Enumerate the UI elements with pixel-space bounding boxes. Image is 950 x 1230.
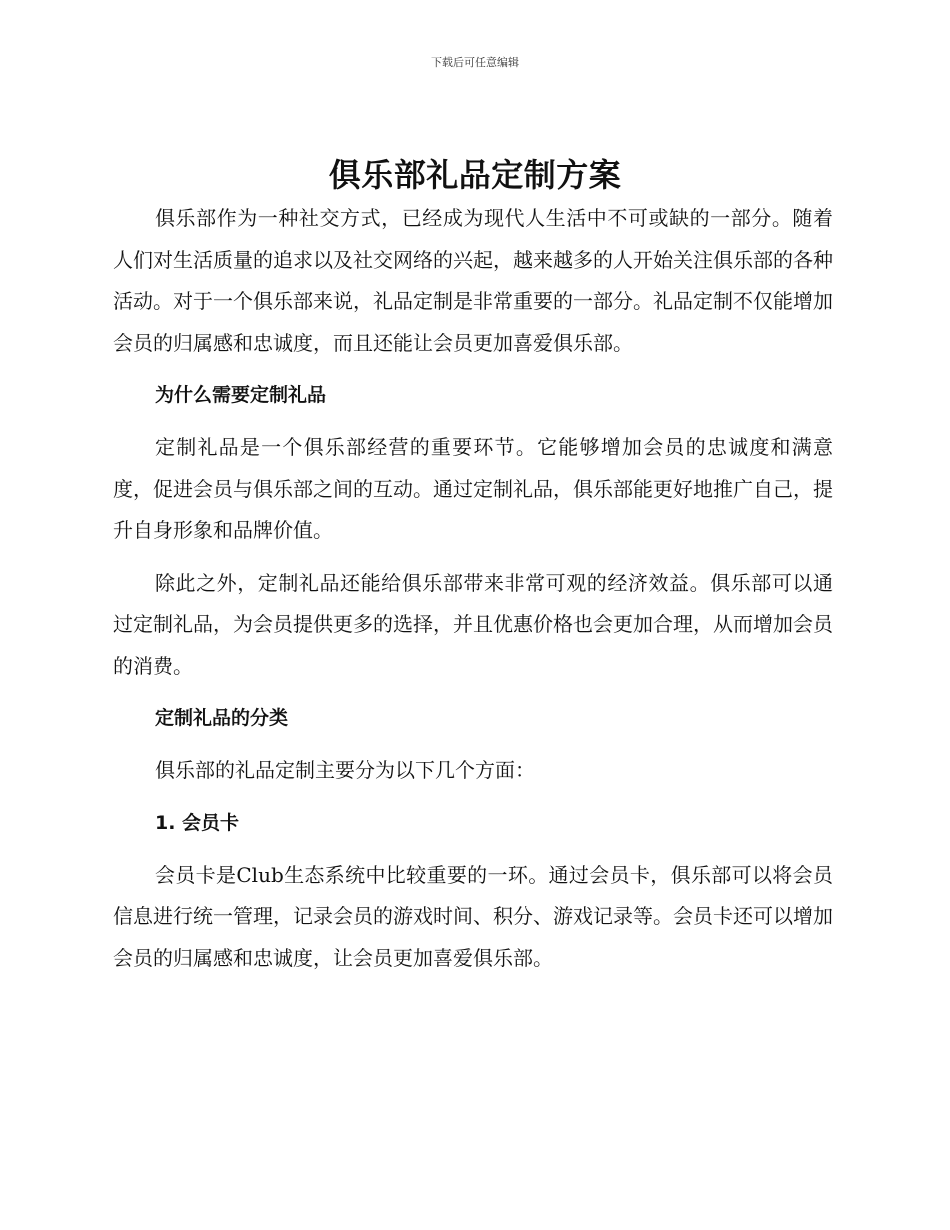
paragraph-categories-intro: 俱乐部的礼品定制主要分为以下几个方面： bbox=[155, 758, 535, 782]
header-note: 下载后可任意编辑 bbox=[431, 56, 519, 69]
page-title: 俱乐部礼品定制方案 bbox=[328, 156, 622, 194]
section-heading-categories: 定制礼品的分类 bbox=[155, 707, 289, 729]
intro-paragraph: 俱乐部作为一种社交方式，已经成为现代人生活中不可或缺的一部分。随着人们对生活质量的追求以及社交网络的兴起，越来越多的人开始关注俱乐部的各种活动。对于一个俱乐部来说，礼品定制是非常重要的一部分。礼品定制不仅能增加会员的归属感和忠诚度，而且还能让会员更加喜爱俱乐部。 bbox=[113, 206, 833, 355]
section-heading-why-customize: 为什么需要定制礼品 bbox=[155, 384, 327, 406]
document-body bbox=[113, 198, 833, 990]
paragraph-member-card: 会员卡是Club生态系统中比较重要的一环。通过会员卡，俱乐部可以将会员信息进行统一管理，记录会员的游戏时间、积分、游戏记录等。会员卡还可以增加会员的归属感和忠诚度，让会员更加喜爱俱乐部。 bbox=[113, 862, 833, 970]
paragraph-why-1: 定制礼品是一个俱乐部经营的重要环节。它能够增加会员的忠诚度和满意度，促进会员与俱乐部之间的互动。通过定制礼品，俱乐部能更好地推广自己，提升自身形象和品牌价值。 bbox=[113, 435, 833, 542]
paragraph-why-2: 除此之外，定制礼品还能给俱乐部带来非常可观的经济效益。俱乐部可以通过定制礼品，为会员提供更多的选择，并且优惠价格也会更加合理，从而增加会员的消费。 bbox=[113, 570, 833, 678]
item-heading-member-card: 1. 会员卡 bbox=[155, 811, 240, 834]
